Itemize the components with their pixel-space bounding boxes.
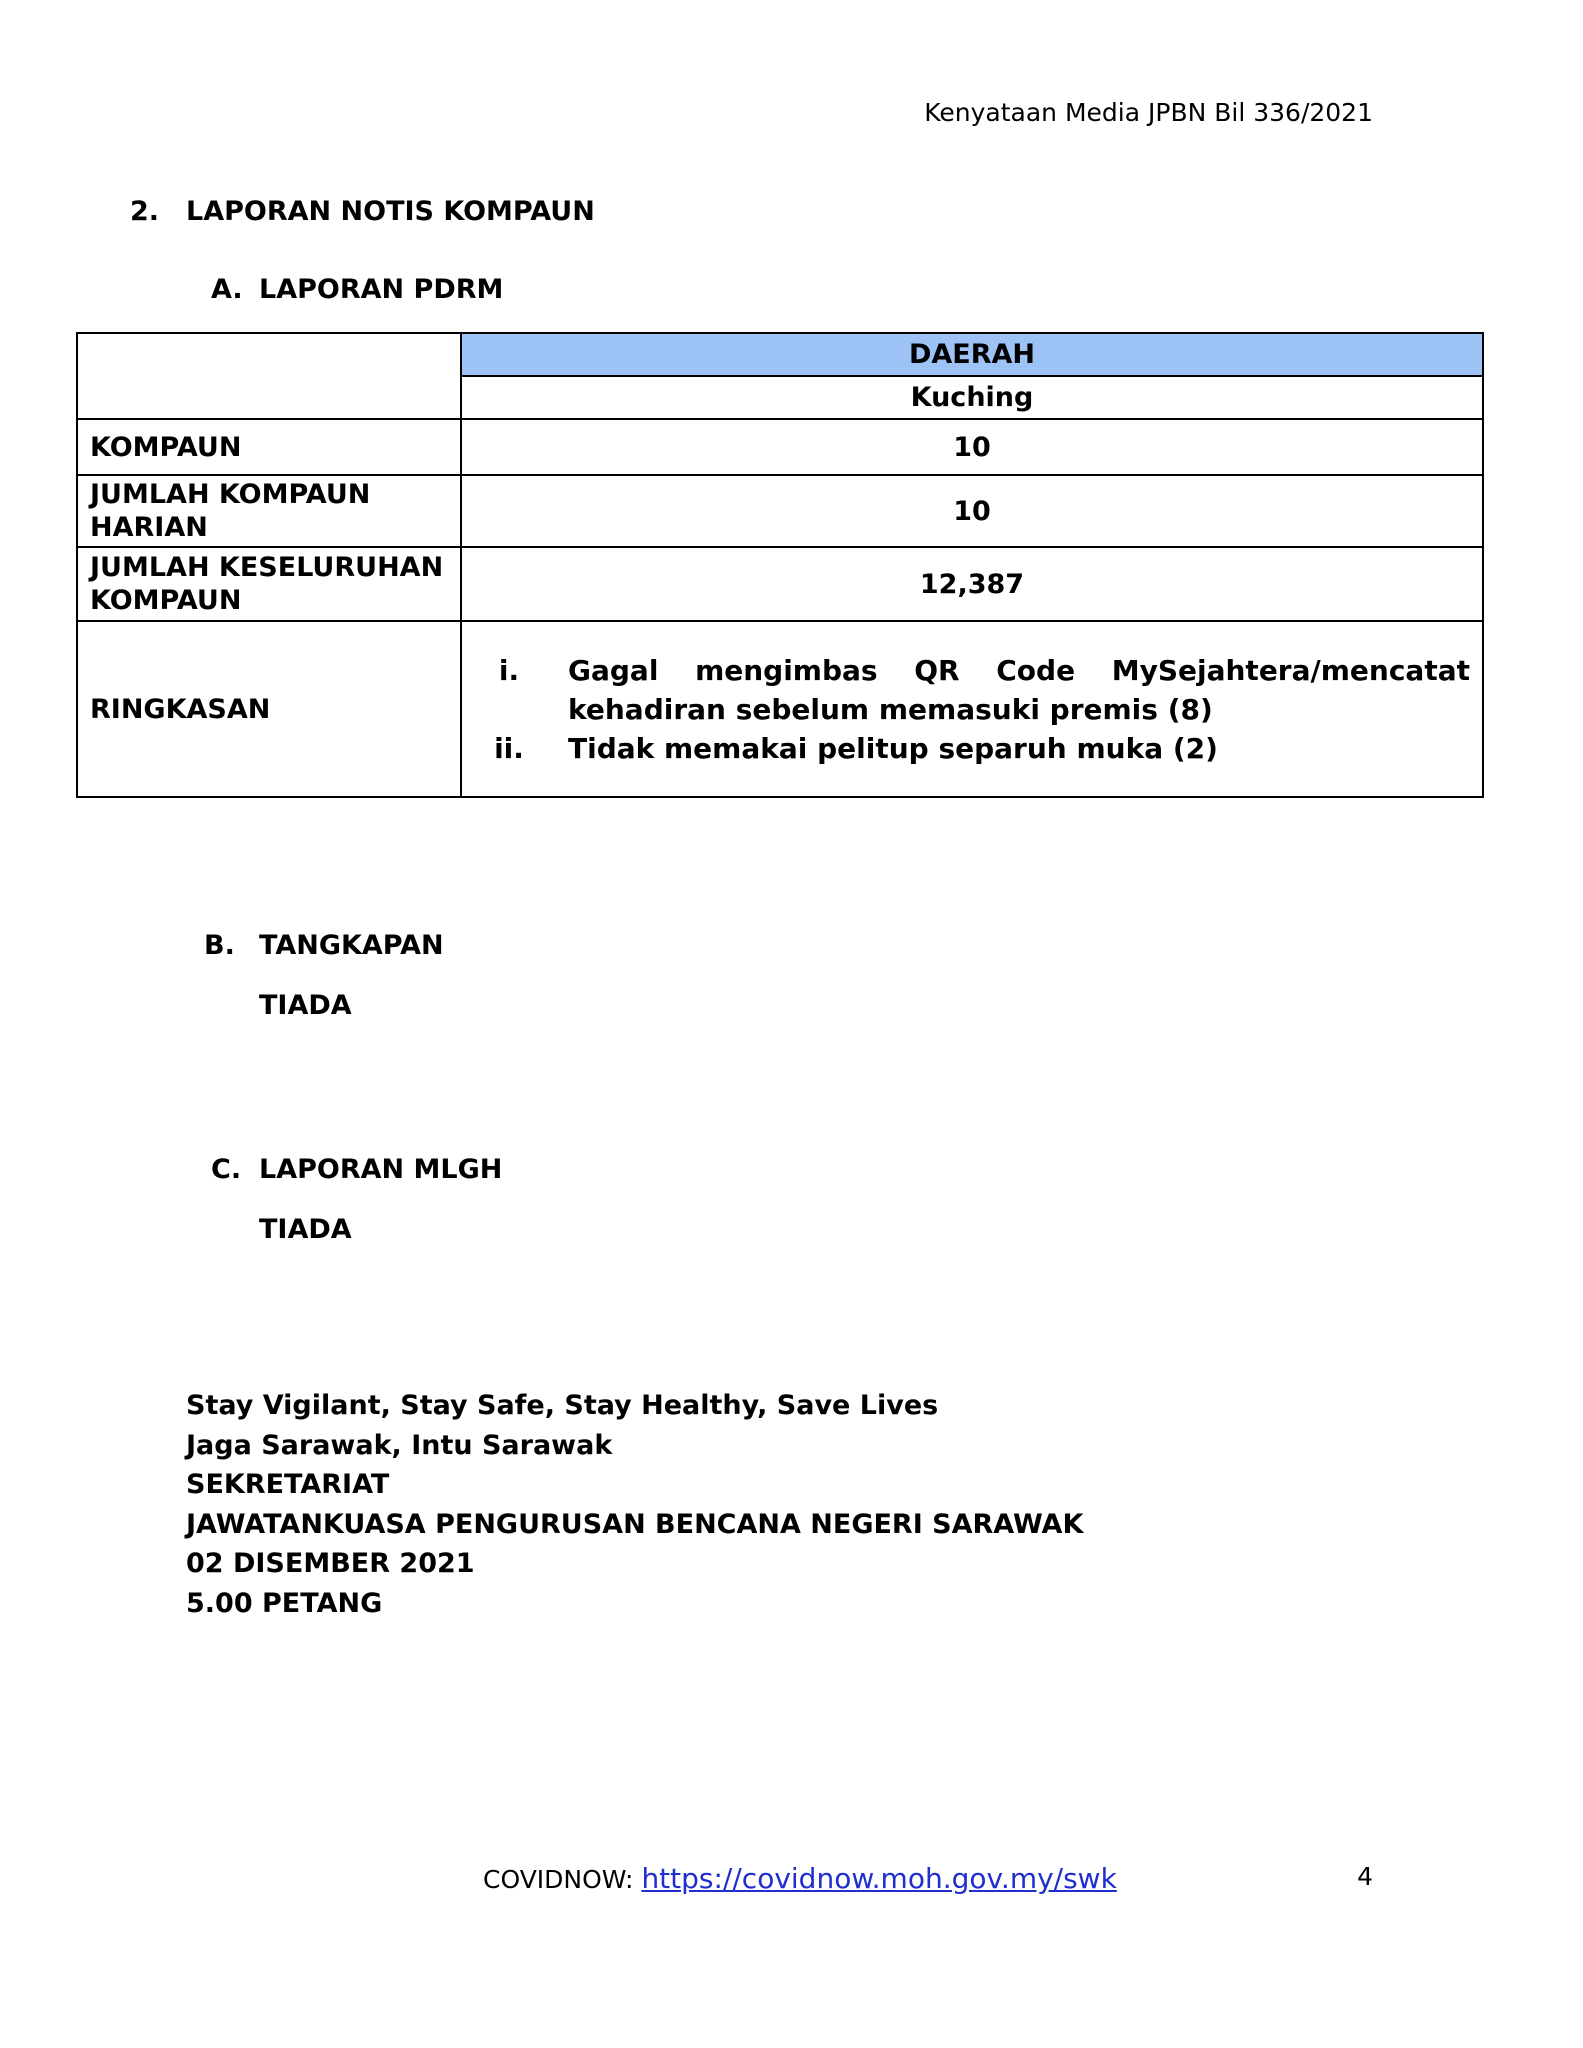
column-group-header: DAERAH: [461, 333, 1483, 376]
column-header-district: Kuching: [461, 376, 1483, 419]
summary-item-numeral: i.: [498, 653, 520, 687]
summary-cell: [461, 621, 1483, 797]
media-statement-reference: Kenyataan Media JPBN Bil 336/2021: [924, 98, 1373, 127]
summary-item-text: Gagal mengimbas QR Code MySejahtera/mencatat kehadiran sebelum memasuki premis (8): [568, 653, 1470, 726]
closing-date: 02 DISEMBER 2021: [186, 1548, 475, 1579]
subsection-b-title: TANGKAPAN: [259, 930, 444, 961]
table-row: [77, 621, 1483, 797]
row-label: JUMLAH KOMPAUN HARIAN: [77, 475, 461, 547]
closing-time: 5.00 PETANG: [186, 1587, 383, 1619]
subsection-a-letter: A.: [211, 274, 243, 305]
summary-item-numeral: ii.: [494, 731, 524, 765]
summary-item: [474, 729, 1470, 768]
summary-item-count: (8): [1167, 692, 1213, 726]
covidnow-link[interactable]: https://covidnow.moh.gov.my/swk: [641, 1862, 1117, 1895]
closing-secretariat: SEKRETARIAT: [186, 1469, 390, 1500]
subsection-c-letter: C.: [211, 1154, 242, 1185]
subsection-b-content: TIADA: [259, 990, 352, 1021]
closing-committee: JAWATANKUASA PENGURUSAN BENCANA NEGERI SARAWAK: [186, 1508, 1084, 1540]
subsection-b-letter: B.: [204, 930, 235, 961]
covidnow-label: COVIDNOW:: [483, 1865, 634, 1894]
subsection-a-title: LAPORAN PDRM: [259, 274, 504, 305]
section-title: LAPORAN NOTIS KOMPAUN: [186, 196, 595, 227]
table-row: [77, 547, 1483, 621]
row-value: 10: [461, 475, 1483, 547]
closing-tagline: Jaga Sarawak, Intu Sarawak: [186, 1429, 613, 1461]
row-value: 12,387: [461, 547, 1483, 621]
covidnow-footer: [483, 1862, 1117, 1895]
table-row: [77, 475, 1483, 547]
table-corner-cell: [77, 333, 461, 419]
subsection-c-title: LAPORAN MLGH: [259, 1154, 503, 1185]
table-row: [77, 419, 1483, 475]
row-label: JUMLAH KESELURUHAN KOMPAUN: [77, 547, 461, 621]
closing-block: [186, 1386, 1083, 1623]
row-label: KOMPAUN: [77, 419, 461, 475]
section-number: 2.: [130, 196, 160, 227]
row-value: 10: [461, 419, 1483, 475]
compound-report-table: [76, 332, 1484, 798]
summary-label: RINGKASAN: [77, 621, 461, 797]
summary-item-text: Tidak memakai pelitup separuh muka (2): [568, 731, 1218, 765]
summary-item: [474, 651, 1470, 729]
page-number: 4: [1357, 1862, 1373, 1891]
subsection-c-content: TIADA: [259, 1214, 352, 1245]
summary-item-count: (2): [1172, 731, 1218, 765]
closing-slogan: Stay Vigilant, Stay Safe, Stay Healthy, Save Lives: [186, 1390, 939, 1421]
